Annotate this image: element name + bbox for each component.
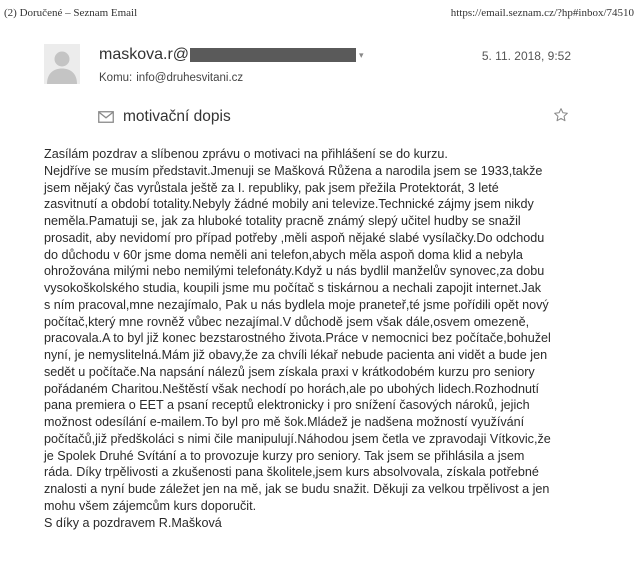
envelope-icon [98, 111, 123, 123]
email-body-line: Nejdříve se musím představit.Jmenuji se Mašková Růžena a narodila jsem se 1933,takže [44, 163, 543, 178]
email-body-line: ohrožována milými nebo nemilými telefonáty.Když u nás bydlil manželův synovec,za dobu [44, 264, 545, 279]
recipient-line [99, 72, 243, 84]
email-body-line: pana premiera o EET a psaní receptů elektronicky i pro snížení časových nároků, jejich [44, 398, 530, 413]
email-body-line: prosadit, aby nevidomí pro případ potřeby ,měli aspoň nějaké slabé vysílačky.Do odchodu [44, 230, 545, 245]
email-body-line: jsem nějaký čas vyrůstala ještě za I. republiky, pak jsem přežila Protektorát, 3 leté [44, 180, 499, 195]
email-body-line: možnost odesílání e-mailem.To byl pro mě šok.Mládež je nadšena možností využívání [44, 415, 525, 429]
email-body-line: Zasílám pozdrav a slíbenou zprávu o motivaci na přihlášení se do kurzu. [44, 147, 448, 161]
email-body [44, 146, 604, 531]
sender-address[interactable]: maskova.r@ [99, 46, 190, 63]
email-body-line: S díky a pozdravem R.Mašková [44, 515, 222, 530]
email-body-line: pracovala.A to byl již konec bezstarostného života.Práce v nemocnici bez počítače,bohužel [44, 331, 551, 346]
email-date: 5. 11. 2018, 9:52 [481, 49, 571, 63]
subject-row [98, 107, 231, 127]
email-body-line: ráda. Díky trpělivosti a zkušenosti pana školitele,jsem kurs absolvovala, získala potřebné [44, 465, 539, 480]
email-body-line: do důchodu v 60r jsme doma neměli ani telefon,abych měla aspoň doma klid a nebyla [44, 247, 523, 262]
recipient-address[interactable]: info@druhesvitani.cz [136, 72, 244, 84]
email-body-line: počítačů,již předškoláci s nimi čile manipulují.Náhodou jsem četla ve zpravodaji Vítkovic,že [44, 431, 551, 446]
star-outline-icon[interactable] [553, 107, 569, 123]
email-body-line: neměla.Pamatuji se, jak za hluboké totality pracně známý slepý učitel hudby se snažil [44, 214, 521, 228]
email-body-line: je Spolek Druhé Svítání a to provozuje kurzy pro seniory. Tak jsem se přihlásila a jsem [44, 448, 525, 463]
email-body-line: s ním pracoval,mne nezajímalo, Pak u nás bydlela moje praneteř,té jsme pořídili opět nový [44, 297, 549, 312]
sender-line [99, 45, 364, 65]
email-body-line: zasvitnutí a období totality.Nebyly žádné mobily ani televize.Technické zájmy jsem nikdy [44, 197, 534, 212]
email-body-line: sedět u počítače.Na napsání nálezů jsem získala praxi v krátkodobém kurzu pro seniory [44, 364, 535, 379]
email-body-line: znalosti a nyní bude záležet jen na mě, jak se budu snažit. Děkuji za velkou trpělivost a jen [44, 482, 550, 496]
browser-tab-title: (2) Doručené – Seznam Email [4, 7, 138, 19]
email-body-line: počítač,který mne rovněž vůbec nezajímal.V důchodě jsem však dále,osvem omezeně, [44, 314, 530, 329]
chevron-down-icon[interactable]: ▾ [359, 49, 364, 60]
email-subject: motivační dopis [123, 108, 231, 125]
print-header [0, 0, 640, 22]
email-body-line: pořádaném Charitou.Neštěstí však nechodí po horách,ale po ubohých lidech.Rozhodnutí [44, 381, 539, 396]
sender-redaction [190, 48, 356, 62]
email-body-line: nyní, je nemyslitelná.Mám již obavy,že za chvíli lékař nebude pacienta ani vidět a bude jen [44, 348, 548, 362]
page-url: https://email.seznam.cz/?hp#inbox/74510 [450, 7, 634, 19]
email-body-line: mohu všem zájemcům kurs doporučit. [44, 498, 257, 513]
sender-avatar-icon [44, 44, 80, 84]
recipient-label: Komu: [99, 72, 133, 84]
email-body-line: vysokoškolského studia, koupili jsme mu počítač s tiskárnou a nechali zapojit internet.Jak [44, 281, 541, 295]
